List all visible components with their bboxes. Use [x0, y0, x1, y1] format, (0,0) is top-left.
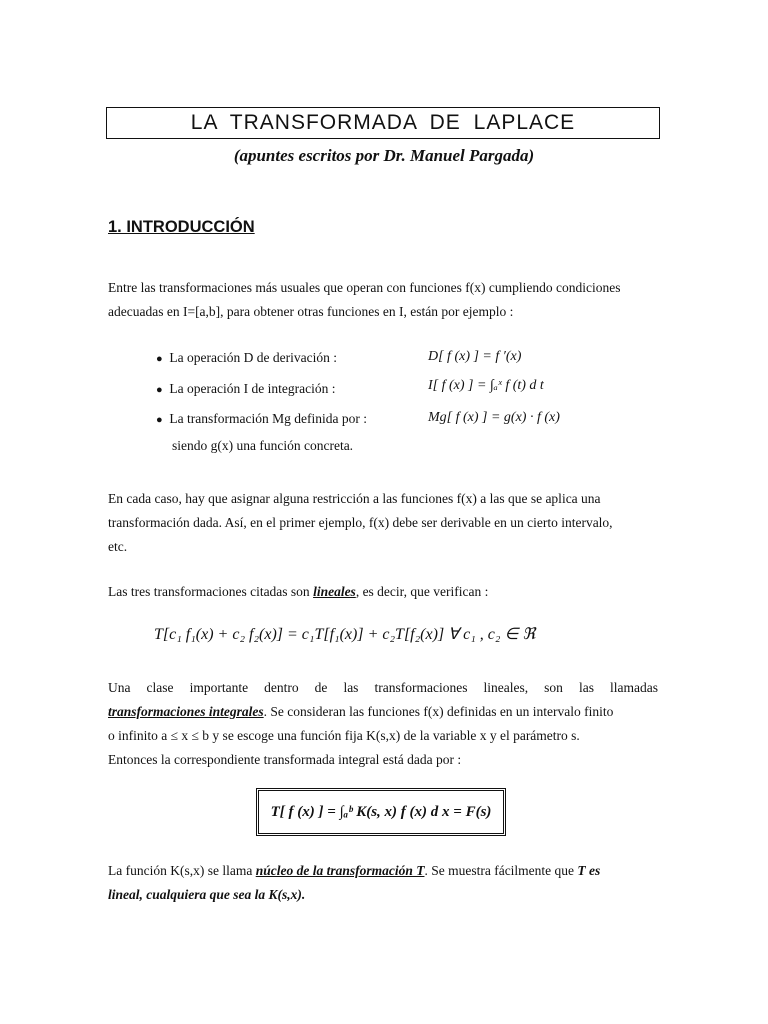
bullet-formula: Mg[ f (x) ] = g(x) · f (x) [428, 410, 560, 425]
bullet-label: La operación I de integración : [169, 381, 336, 396]
emphasis-transformaciones-integrales: transformaciones integrales [108, 704, 264, 719]
bullet-label: La operación D de derivación : [169, 350, 337, 365]
emphasis-nucleo: núcleo de la transformación T [255, 863, 425, 878]
paragraph-integral-transforms [108, 676, 658, 772]
paragraph-restrictions [108, 487, 658, 559]
paragraph-line: Una clase importante dentro de las transformaciones lineales, son las llamadas [108, 680, 658, 695]
text-run: Las tres transformaciones citadas son [108, 584, 314, 599]
bullet-note: siendo g(x) una función concreta. [172, 438, 354, 453]
bullet-icon: ● [156, 353, 163, 365]
bullet-item [156, 411, 367, 427]
bullet-item [156, 381, 335, 397]
paragraph-line: o infinito a ≤ x ≤ b y se escoge una función fija K(s,x) de la variable x y el parámetro s. [108, 728, 580, 743]
bullet-icon: ● [156, 414, 163, 426]
emphasis-lineales: lineales [313, 584, 356, 599]
paragraph-line: Entonces la correspondiente transformada integral está dada por : [108, 752, 462, 767]
bullet-formula: I[ f (x) ] = ∫ₐˣ f (t) d t [428, 378, 544, 393]
text-run: . Se muestra fácilmente que [424, 863, 578, 878]
text-run: . Se consideran las funciones f(x) definidas en un intervalo finito [263, 704, 614, 719]
integral-formula-box [256, 788, 506, 836]
paragraph-line: En cada caso, hay que asignar alguna restricción a las funciones f(x) a las que se aplica una [108, 491, 601, 506]
document-subtitle: (apuntes escritos por Dr. Manuel Pargada) [233, 146, 535, 165]
integral-formula: T[ f (x) ] = ∫ₐᵇ K(s, x) f (x) d x = F(s) [270, 803, 492, 820]
section-heading: 1. INTRODUCCIÓN [108, 218, 255, 236]
bullet-label: La transformación Mg definida por : [169, 411, 367, 426]
bullet-formula: D[ f (x) ] = f ′(x) [428, 349, 522, 364]
text-run: , es decir, que verifican : [355, 584, 489, 599]
paragraph-kernel [108, 859, 658, 907]
intro-line-2: adecuadas en I=[a,b], para obtener otras funciones en I, están por ejemplo : [108, 304, 514, 319]
emphasis-t-es: T es [577, 863, 601, 878]
linearity-formula: T[c₁ f₁(x) + c₂ f₂(x)] = c₁T[f₁(x)] + c₂T[f₂(x)] ∀ c₁ , c₂ ∈ ℜ [154, 626, 536, 643]
text-run: La función K(s,x) se llama [108, 863, 256, 878]
intro-line-1: Entre las transformaciones más usuales que operan con funciones f(x) cumpliendo condiciones [108, 280, 621, 295]
bullet-icon: ● [156, 384, 163, 396]
intro-paragraph [108, 276, 658, 324]
document-title: LA TRANSFORMADA DE LAPLACE [106, 107, 660, 139]
paragraph-line [108, 859, 658, 883]
paragraph-line [108, 700, 658, 724]
paragraph-line: etc. [108, 539, 128, 554]
paragraph-line: lineal, cualquiera que sea la K(s,x). [108, 887, 306, 902]
paragraph-line: transformación dada. Así, en el primer ejemplo, f(x) debe ser derivable en un cierto intervalo, [108, 515, 613, 530]
paragraph-linear [108, 580, 658, 604]
bullet-item [156, 350, 337, 366]
